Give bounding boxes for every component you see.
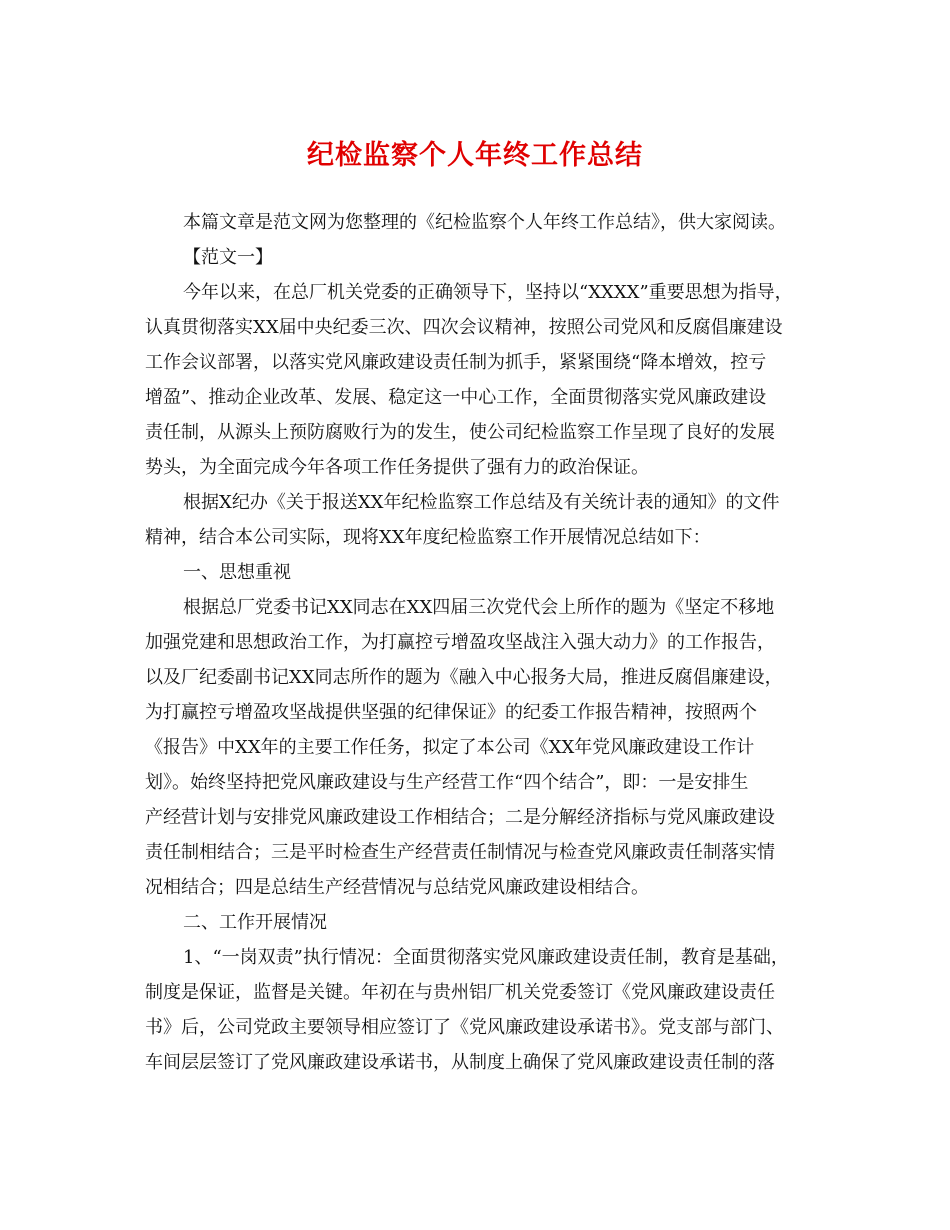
body-line: 车间层层签订了党风廉政建设承诺书，从制度上确保了党风廉政建设责任制的落 [145, 1052, 775, 1073]
document-body [145, 205, 825, 1080]
body-line: 制度是保证，监督是关键。年初在与贵州铝厂机关党委签订《党风廉政建设责任 [145, 982, 775, 1003]
body-line: 责任制，从源头上预防腐败行为的发生，使公司纪检监察工作呈现了良好的发展 [145, 422, 775, 443]
body-line: 划》。始终坚持把党风廉政建设与生产经营工作“四个结合”，即：一是安排生 [145, 772, 749, 793]
body-line: 增盈”、推动企业改革、发展、稳定这一中心工作，全面贯彻落实党风廉政建设 [145, 387, 767, 408]
body-line: 1、“一岗双责”执行情况：全面贯彻落实党风廉政建设责任制，教育是基础， [183, 947, 789, 968]
body-line: 今年以来，在总厂机关党委的正确领导下，坚持以“XXXX”重要思想为指导， [183, 282, 793, 303]
body-line: 工作会议部署，以落实党风廉政建设责任制为抓手，紧紧围绕“降本增效，控亏 [145, 352, 767, 373]
body-line: 一、思想重视 [183, 562, 291, 583]
body-line: 责任制相结合；三是平时检查生产经营责任制情况与检查党风廉政责任制落实情 [145, 842, 775, 863]
body-line: 产经营计划与安排党风廉政建设工作相结合；二是分解经济指标与党风廉政建设 [145, 807, 775, 828]
body-line: 精神，结合本公司实际，现将XX年度纪检监察工作开展情况总结如下： [145, 527, 711, 548]
body-line: 【范文一】 [183, 247, 273, 268]
document-title: 纪检监察个人年终工作总结 [307, 140, 643, 171]
body-line: 书》后，公司党政主要领导相应签订了《党风廉政建设承诺书》。党支部与部门、 [145, 1017, 784, 1038]
body-line: 二、工作开展情况 [183, 912, 327, 933]
body-line: 本篇文章是范文网为您整理的《纪检监察个人年终工作总结》，供大家阅读。 [183, 212, 786, 233]
body-line: 根据X纪办《关于报送XX年纪检监察工作总结及有关统计表的通知》的文件 [183, 492, 780, 513]
body-line: 《报告》中XX年的主要工作任务，拟定了本公司《XX年党风廉政建设工作计 [145, 737, 755, 758]
body-line: 势头，为全面完成今年各项工作任务提供了强有力的政治保证。 [145, 457, 649, 478]
body-line: 以及厂纪委副书记XX同志所作的题为《融入中心报务大局，推进反腐倡廉建设， [145, 667, 783, 688]
body-line: 根据总厂党委书记XX同志在XX四届三次党代会上所作的题为《坚定不移地 [183, 597, 775, 618]
body-line: 加强党建和思想政治工作，为打赢控亏增盈攻坚战注入强大动力》的工作报告， [145, 632, 775, 653]
body-line: 认真贯彻落实XX届中央纪委三次、四次会议精神，按照公司党风和反腐倡廉建设 [145, 317, 783, 338]
body-line: 为打赢控亏增盈攻坚战提供坚强的纪律保证》的纪委工作报告精神，按照两个 [145, 702, 757, 723]
body-line: 况相结合；四是总结生产经营情况与总结党风廉政建设相结合。 [145, 877, 649, 898]
